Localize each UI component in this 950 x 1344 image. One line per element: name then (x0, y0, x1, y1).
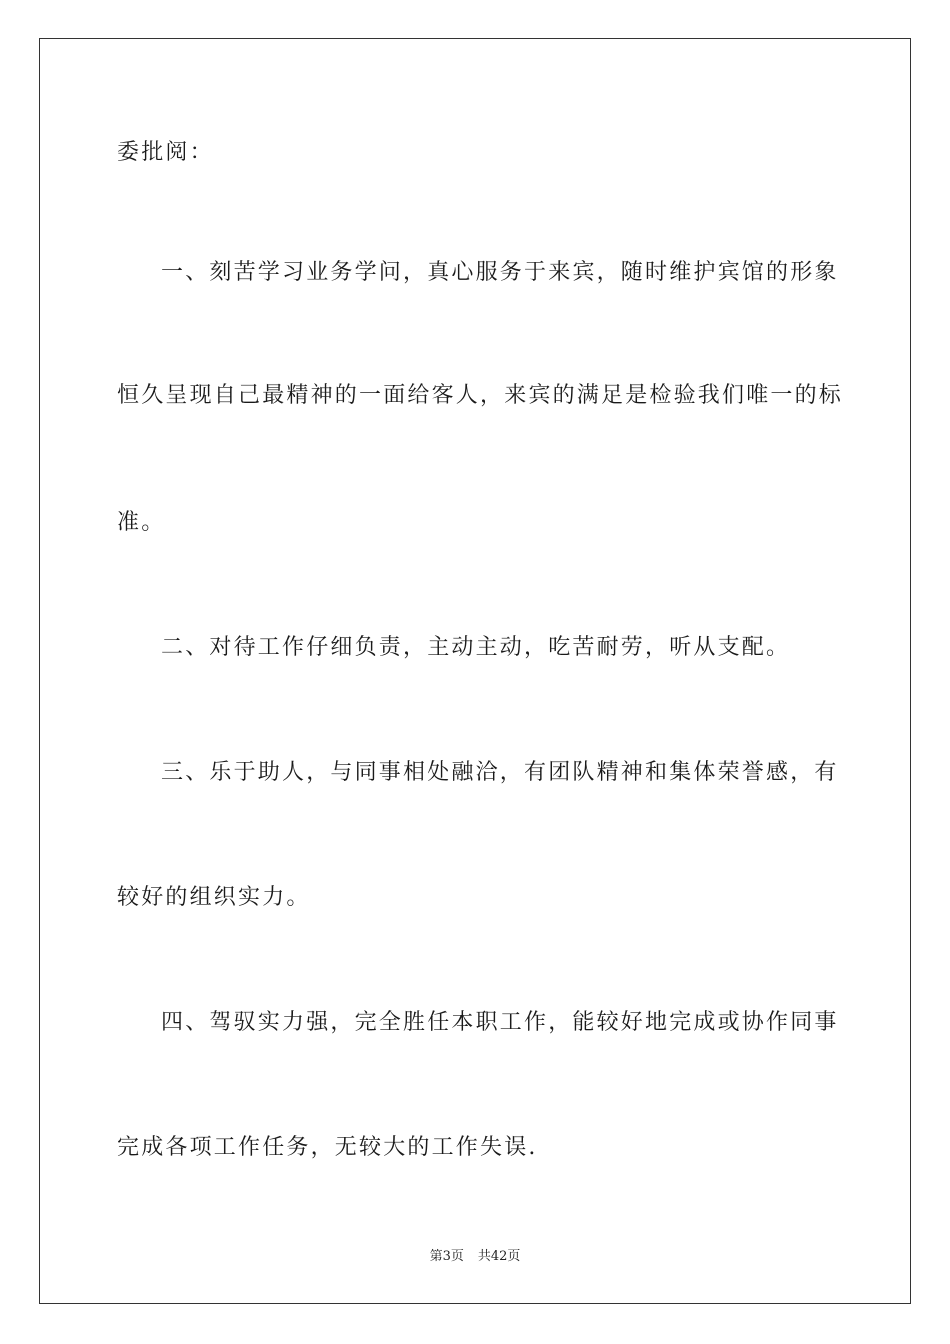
text-line-9: 完成各项工作任务，无较大的工作失误. (117, 1135, 538, 1160)
page-footer (0, 1248, 950, 1266)
text-line-2: 一、刻苦学习业务学问，真心服务于来宾，随时维护宾馆的形象 (161, 260, 839, 285)
text-line-4: 准。 (117, 510, 166, 535)
page-number: 第3页 (429, 1249, 464, 1264)
text-line-6: 三、乐于助人，与同事相处融洽，有团队精神和集体荣誉感，有 (161, 760, 839, 785)
text-line-3: 恒久呈现自己最精神的一面给客人，来宾的满足是检验我们唯一的标 (117, 383, 844, 408)
page-frame (39, 38, 911, 1304)
text-line-8: 四、驾驭实力强，完全胜任本职工作，能较好地完成或协作同事 (161, 1010, 839, 1035)
total-pages: 共42页 (477, 1249, 521, 1264)
text-line-1: 委批阅： (117, 140, 214, 165)
text-line-5: 二、对待工作仔细负责，主动主动，吃苦耐劳，听从支配。 (161, 635, 791, 660)
text-line-7: 较好的组织实力。 (117, 885, 311, 910)
